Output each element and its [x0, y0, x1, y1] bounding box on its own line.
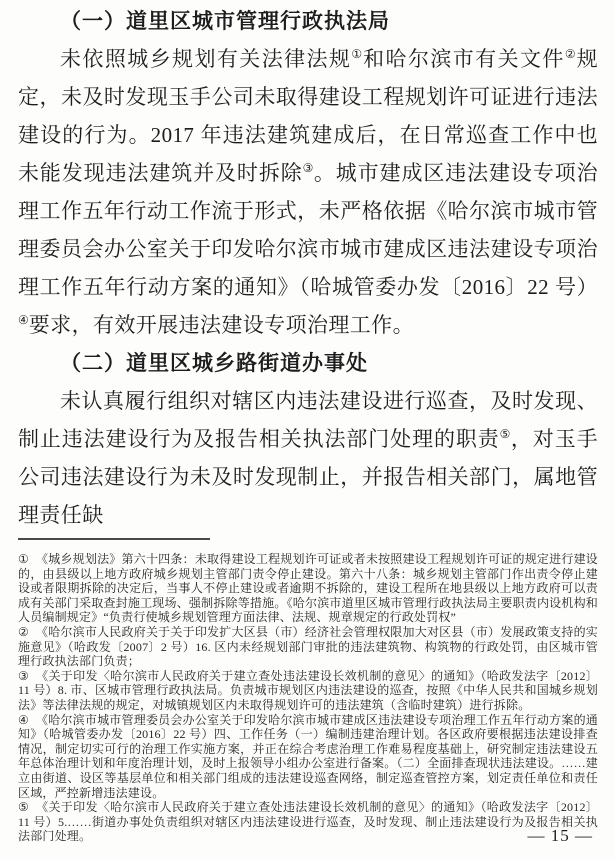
footnote-1: [18, 552, 598, 625]
section-1-paragraph: [18, 40, 598, 344]
footnote-5-text: 《关于印发〈哈尔滨市人民政府关于建立查处违法建设长效机制的意见〉的通知》（哈政发法字〔2012〕11 号）5.……街道办事处负责组织对辖区内违法建设进行巡查，及时发现、制止违法建设行为及报告相关执法部门处理。: [18, 800, 598, 844]
footnote-4: [18, 713, 598, 801]
footnote-2: [18, 625, 598, 669]
section-1-text-segment: 要求，有效开展违法建设专项治理工作。: [28, 313, 414, 337]
footnote-ref-2: ②: [564, 47, 577, 61]
section-1-text-segment: 和哈尔滨市有关文件: [363, 47, 565, 71]
footnote-separator: [18, 538, 210, 540]
section-2-text-segment: 未认真履行组织对辖区内违法建设进行巡查，及时发现、制止违法建设行为及报告相关执法部门处理的职责: [18, 389, 598, 451]
section-1-text-segment: 规定，未及时发现玉手公司未取得建设工程规划许可证进行违法建设的行为。2017 年违法建筑建成后，在日常巡查工作中也未能发现违法建筑并及时拆除: [18, 47, 599, 185]
footnote-3: [18, 669, 598, 713]
section-2-heading: （二）道里区城乡路街道办事处: [60, 351, 368, 375]
footnote-4-text: 《哈尔滨市城市管理委员会办公室关于印发哈尔滨市城市建成区违法建设专项治理工作五年行动方案的通知》（哈城管委办发〔2016〕22 号）四、工作任务（一）编制违建治理计划。各区政府要根据违法建设排查情况，制定切实可行的治理工作实施方案，并正在综合考虑治理工作难易程度基础上，研究制定违法建设五年总体治理计划和年度治理计划，及时上报领导小组办公室进行备案。（二）全面排查现状违法建设。……建立由街道、设区等基层单位和相关部门组成的违法建设巡查网络，制定巡查管控方案，划定责任单位和责任区域，严控新增违法建设。: [18, 712, 598, 800]
body-text: [18, 2, 598, 534]
footnote-3-text: 《关于印发〈哈尔滨市人民政府关于建立查处违法建设长效机制的意见〉的通知》（哈政发法字〔2012〕11 号）8. 市、区城市管理行政执法局。负责城市规划区内违法建设的巡查，按照《中华人民共和国城乡规划法》等法律法规的规定，对城镇规划区内未取得规划许可的违法建筑（含临时建筑）进行拆除。: [18, 668, 598, 712]
footnote-4-marker: ④: [18, 712, 29, 727]
footnote-3-marker: ③: [18, 668, 30, 683]
footnote-1-marker: ①: [18, 552, 29, 566]
footnote-1-text: 《城乡规划法》第六十四条：未取得建设工程规划许可证或者未按照建设工程规划许可证的规定进行建设的，由县级以上地方政府城乡规划主管部门责令停止建设。第六十八条：城乡规划主管部门作出责令停止建设或者限期拆除的决定后，当事人不停止建设或者逾期不拆除的，建设工程所在地县级以上地方政府可以责成有关部门采取查封施工现场、强制拆除等措施。《哈尔滨市道里区城市管理行政执法局主要职责内设机构和人员编制规定》“负责行使城乡规划管理方面法律、法规、规章规定的行政处罚权”: [18, 552, 598, 625]
page-number: — 15 —: [527, 826, 593, 845]
footnote-ref-4: ④: [18, 313, 29, 327]
footnote-2-text: 《哈尔滨市人民政府关于关于印发扩大区县（市）经济社会管理权限加大对区县（市）发展政策支持的实施意见》（哈政发〔2007〕2 号）16. 区内未经规划部门审批的违法建筑物、构筑物的行政处罚，由区城市管理行政执法部门负责；: [18, 624, 598, 669]
section-1-heading: （一）道里区城市管理行政执法局: [60, 9, 390, 33]
footnote-2-marker: ②: [18, 624, 29, 639]
section-2-paragraph: [18, 382, 598, 534]
footnote-ref-1: ①: [351, 47, 364, 61]
footnote-5: [18, 800, 598, 844]
footnote-5-marker: ⑤: [18, 800, 30, 815]
section-2-text-segment: ，对玉手公司违法建设行为未及时发现制止，并报告相关部门，属地管理责任缺: [18, 427, 598, 527]
section-1-text-segment: 。城市建成区违法建设专项治理工作五年行动工作流于形式，未严格依据《哈尔滨市城市管理委员会办公室关于印发哈尔滨市城市建成区违法建设专项治理工作五年行动方案的通知》（哈城管委办发〔2016〕22 号）: [18, 161, 599, 299]
footnote-ref-5: ⑤: [499, 427, 511, 441]
footnote-area: [18, 538, 598, 844]
section-1-text-segment: 未依照城乡规划有关法律法规: [60, 47, 352, 71]
footnote-ref-3: ③: [302, 161, 314, 175]
